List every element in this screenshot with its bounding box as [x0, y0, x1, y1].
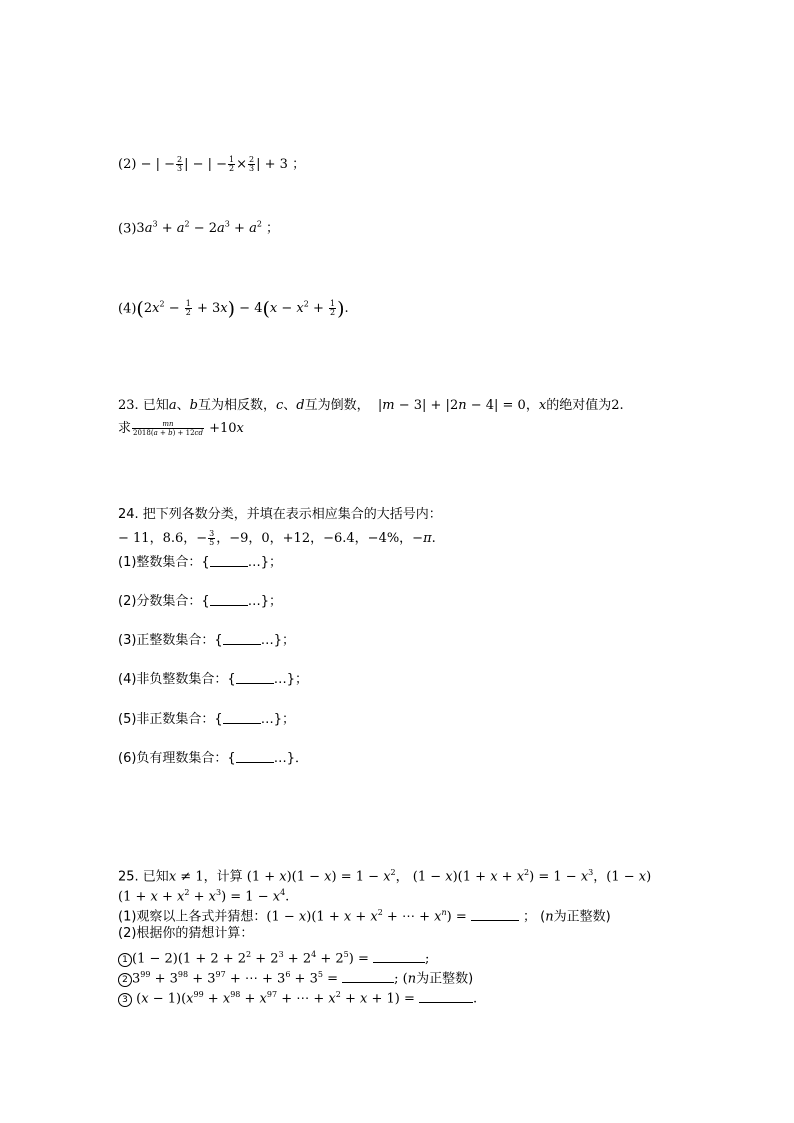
circled-number: 3 [118, 993, 132, 1007]
q22-part4 [118, 296, 349, 321]
q25-line3: (1)观察以上各式并猜想：$(1 - x)(1 + x + x^2$ + ⋯ + $x^n$) = ； (n为正整数) [118, 908, 611, 925]
q25-line2: $(1 + x + x^2 + x^3) = 1 - x^4$. [118, 888, 290, 905]
q23-text-3: 互为倒数， [304, 398, 370, 413]
q24-item-6: (6)负有理数集合：{ …}． [118, 751, 308, 766]
q24-item-label: (5)非正数集合： [118, 712, 215, 727]
q25-pos-int: 为正整数) [553, 909, 611, 925]
answer-blank[interactable] [236, 750, 274, 763]
q23-line2: 求 $\frac{mn}{2018(a + b) + 12cd}$ +10x [118, 420, 244, 437]
q25-paren-open: ( [540, 909, 546, 925]
q23-text-4: 的绝对值为 [546, 398, 612, 413]
q25-sub3: 3 $(x - 1)(x^{99} + x^{98} + x^{97}$ + ⋯ + $x^2 + x + 1$) = . [118, 986, 477, 1008]
q22-part4-label: (4) [118, 301, 137, 317]
answer-blank[interactable] [471, 908, 519, 921]
q24-item-end: ； [294, 672, 308, 687]
answer-blank[interactable] [223, 711, 261, 724]
answer-blank[interactable] [223, 632, 261, 645]
q24-item-label: (6)负有理数集合： [118, 751, 228, 766]
q22-part2 [118, 156, 305, 174]
q24-item-end: ； [268, 555, 282, 570]
q22-part2-label: (2) [118, 157, 137, 172]
q25-sub1: 1 $(1 - 2)(1 + 2 + 2^2 + 2^3 + 2^4 + 2^5)$ = ; [118, 946, 429, 968]
q23-line1: 23. 已知a、b互为相反数，c、d互为倒数， |m − 3| + |2n − 4| = 0，x的绝对值为2. [118, 398, 624, 413]
q23-text-1: 已知 [142, 398, 169, 413]
q22-part2-tail: + 3 ； [264, 157, 306, 172]
q22-part3 [118, 216, 279, 238]
answer-blank[interactable] [373, 950, 425, 963]
q22-part4-expr: ($2x^2$ − $\frac{1}{2}$ + $3x) - 4(x - x^2$ + $\frac{1}{2}$ ). [136, 298, 349, 321]
answer-blank[interactable] [236, 671, 274, 684]
q23-text-5: 求 [118, 421, 132, 436]
q24-item-3: (3)正整数集合：{ …}； [118, 633, 295, 648]
q24-item-label: (2)分数集合： [118, 594, 202, 609]
q23-text-2: 互为相反数， [197, 398, 276, 413]
q24-item-4: (4)非负整数集合：{ …}； [118, 672, 308, 687]
answer-blank[interactable] [210, 593, 248, 606]
answer-blank[interactable] [419, 990, 473, 1003]
q24-item-end: ； [268, 594, 282, 609]
q22-part3-expr: $3a^3 + a^2 - 2a^3 + a^2$ ； [136, 220, 280, 237]
q22-part2-expr: − | − $\frac{2}{3}$ | − | − $\frac{1}{2}$ × $\frac{2}{3}$ | [140, 155, 265, 173]
q23-number: 23. [118, 398, 139, 413]
q25-number: 25. 已知 [118, 869, 169, 885]
q25-pos-int-2: 为正整数) [416, 971, 474, 987]
q22-part3-label: (3) [118, 221, 137, 237]
answer-blank[interactable] [342, 970, 394, 983]
q25-observe: (1)观察以上各式并猜想： [118, 909, 267, 925]
q24-item-label: (3)正整数集合： [118, 633, 215, 648]
q25-line1: 25. 已知x ≠ 1，计算 $(1 + x)(1 - x) = 1 - x^2$， $(1 - x)(1 + x + x^2) = 1 - x^3$，(1 − x) [118, 868, 652, 885]
q24-numbers: − 11，8.6，− $\frac{3}{5}$ ，−9，0，+12，−6.4，−4%，−π. [118, 529, 436, 547]
q24-item-5: (5)非正数集合：{ …}； [118, 712, 295, 727]
q25-sub2: 2 $3^{99} + 3^{98} + 3^{97}$ + ⋯ + $3^6 + 3^5$ = ; (n为正整数) [118, 966, 473, 988]
circled-number: 1 [118, 953, 132, 967]
q24-item-end: ； [281, 712, 295, 727]
q25-calc: 计算 [216, 869, 243, 885]
answer-blank[interactable] [210, 554, 248, 567]
circled-number: 2 [118, 973, 132, 987]
q23-value: 2 [611, 398, 620, 413]
q23-fraction: $\frac{mn}{2018(a + b) + 12cd}$ [133, 420, 203, 437]
q24-item-2: (2)分数集合：{ …}； [118, 594, 282, 609]
q24-item-end: ． [294, 751, 308, 766]
q24-prompt: 24. 把下列各数分类，并填在表示相应集合的大括号内： [118, 507, 442, 522]
q24-item-label: (4)非负整数集合： [118, 672, 228, 687]
q25-line4: (2)根据你的猜想计算： [118, 926, 254, 941]
q24-item-label: (1)整数集合： [118, 555, 202, 570]
q24-item-1: (1)整数集合：{ …}； [118, 555, 282, 570]
q24-item-end: ； [281, 633, 295, 648]
